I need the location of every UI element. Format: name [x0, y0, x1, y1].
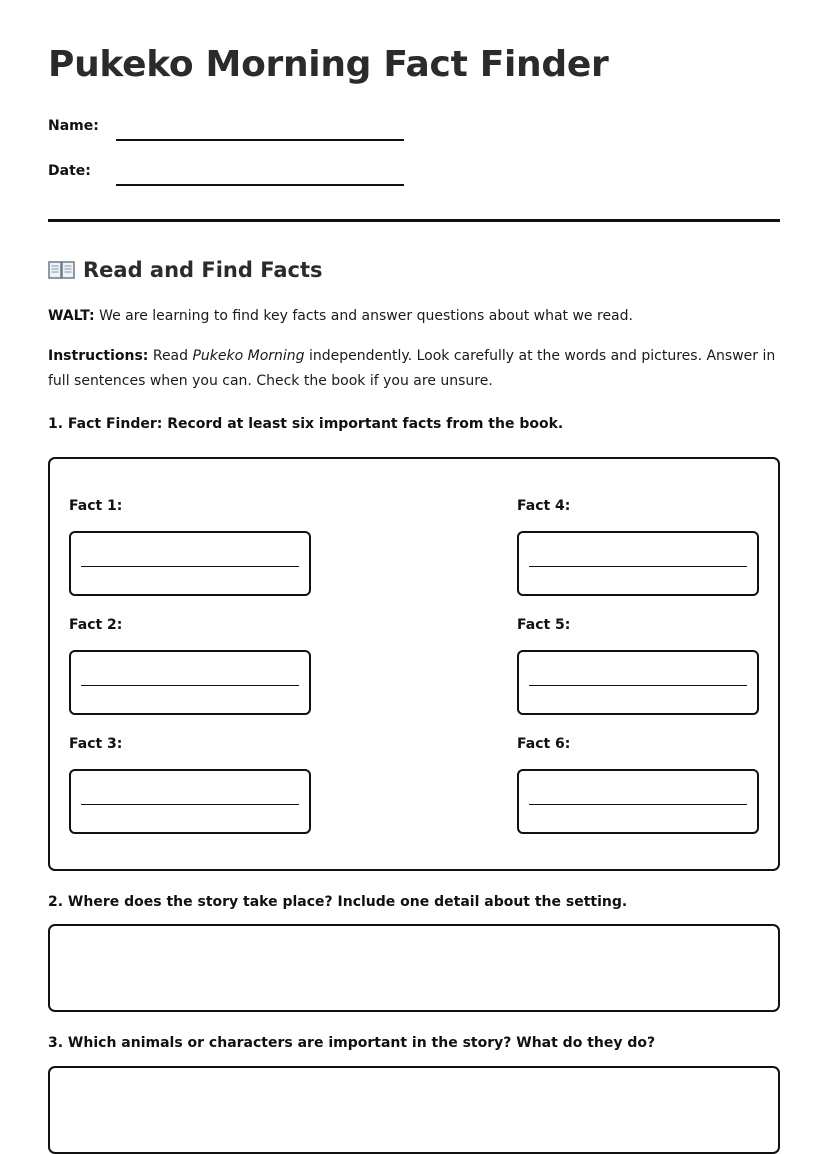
answer-line: [529, 685, 747, 686]
answer-line: [81, 566, 299, 567]
instructions-text: [48, 344, 780, 394]
walt-body: We are learning to find key facts and answer questions about what we read.: [94, 308, 633, 324]
fact-1-answer-box[interactable]: [69, 531, 311, 596]
fact-3-answer-box[interactable]: [69, 769, 311, 834]
page-title: Pukeko Morning Fact Finder: [48, 44, 609, 85]
fact-label: Fact 3:: [69, 736, 123, 752]
question-2-answer-box[interactable]: [48, 924, 780, 1012]
book-title: Pukeko Morning: [192, 348, 305, 364]
date-field[interactable]: [116, 184, 404, 186]
fact-2-answer-box[interactable]: [69, 650, 311, 715]
walt-label: WALT:: [48, 308, 95, 324]
fact-6-answer-box[interactable]: [517, 769, 759, 834]
fact-label: Fact 5:: [517, 617, 571, 633]
question-2: 2. Where does the story take place? Include one detail about the setting.: [48, 894, 628, 910]
question-3-answer-box[interactable]: [48, 1066, 780, 1154]
instructions-body-start: Read: [148, 348, 193, 364]
answer-line: [81, 804, 299, 805]
fact-label: Fact 2:: [69, 617, 123, 633]
answer-line: [529, 566, 747, 567]
fact-label: Fact 4:: [517, 498, 571, 514]
header-divider: [48, 219, 780, 222]
fact-4-answer-box[interactable]: [517, 531, 759, 596]
walt-text: [48, 304, 633, 329]
fact-label: Fact 6:: [517, 736, 571, 752]
answer-line: [81, 685, 299, 686]
question-1: 1. Fact Finder: Record at least six important facts from the book.: [48, 416, 564, 432]
fact-label: Fact 1:: [69, 498, 123, 514]
date-label: Date:: [48, 163, 91, 179]
name-label: Name:: [48, 118, 99, 134]
instructions-label: Instructions:: [48, 348, 149, 364]
fact-finder-panel: [48, 457, 780, 871]
question-3: 3. Which animals or characters are important in the story? What do they do?: [48, 1035, 656, 1051]
answer-line: [529, 804, 747, 805]
open-book-icon: [48, 260, 75, 280]
name-field-row: [48, 118, 408, 142]
instructions-body-end: independently. Look carefully at the words and pictures. Answer in full sentences when you can. Check the book if you are unsure.: [48, 348, 776, 389]
section-heading: [48, 258, 323, 282]
section-heading-text: Read and Find Facts: [83, 258, 323, 282]
date-field-row: [48, 163, 408, 187]
fact-5-answer-box[interactable]: [517, 650, 759, 715]
name-field[interactable]: [116, 139, 404, 141]
